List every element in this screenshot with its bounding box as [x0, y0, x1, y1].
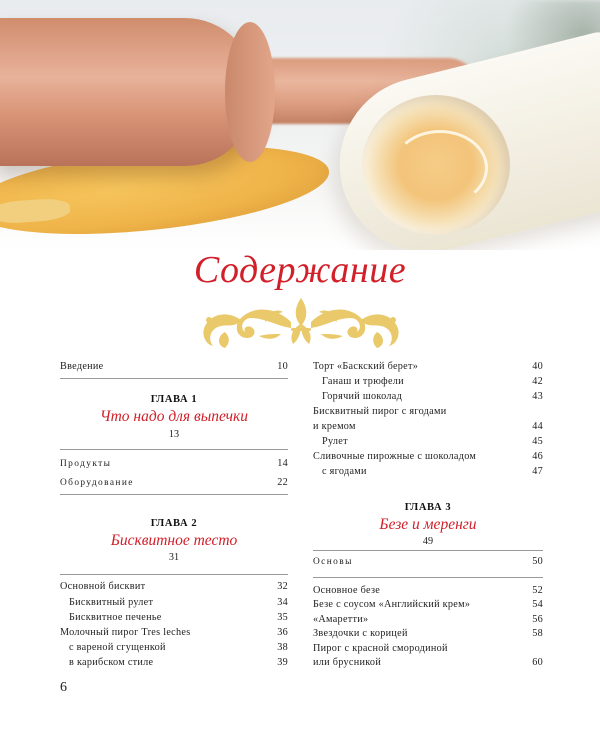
rolling-pin-end — [225, 22, 275, 162]
toc-entry-label: или брусникой — [313, 657, 382, 668]
toc-entry-label: с ягодами — [322, 466, 367, 477]
toc-entry-label: Оборудование — [60, 478, 134, 488]
toc-entry-page: 38 — [277, 642, 288, 653]
toc-entry-page: 60 — [532, 657, 543, 668]
toc-entry-page: 39 — [277, 657, 288, 668]
chapter-2-page: 31 — [168, 552, 180, 563]
chapter-3-page: 49 — [422, 536, 434, 547]
toc-entry-intro[interactable] — [60, 360, 288, 374]
rolling-pin — [0, 18, 255, 166]
toc-entry-page: 22 — [277, 477, 288, 488]
toc-entry-page: 36 — [277, 627, 288, 638]
toc-entry[interactable] — [60, 626, 288, 640]
toc-entry-page: 14 — [277, 458, 288, 469]
chapter-1-label: ГЛАВА 1 — [150, 394, 198, 405]
toc-entry[interactable] — [60, 641, 288, 655]
toc-entry-label: с вареной сгущенкой — [69, 642, 166, 653]
toc-entry-label: Бисквитный рулет — [69, 597, 154, 608]
toc-entry-label: Безе с соусом «Английский крем» — [313, 599, 471, 610]
toc-entry-label: «Амаретти» — [313, 614, 369, 625]
toc-entry[interactable] — [313, 627, 543, 641]
chapter-3-label: ГЛАВА 3 — [404, 502, 452, 513]
toc-entry-label: и кремом — [313, 421, 356, 432]
chapter-1-page: 13 — [168, 429, 180, 440]
toc-entry-page: 42 — [532, 376, 543, 387]
toc-entry-basics[interactable] — [313, 555, 543, 569]
toc-entry[interactable] — [60, 580, 288, 594]
toc-entry[interactable] — [313, 450, 543, 464]
toc-entry-page: 35 — [277, 612, 288, 623]
divider — [313, 550, 543, 551]
toc-entry-page: 50 — [532, 556, 543, 567]
toc-entry-label: в карибском стиле — [69, 657, 154, 668]
toc-entry-label: Торт «Баскский берет» — [313, 361, 419, 372]
chapter-1-title[interactable]: Что надо для выпечки — [99, 408, 249, 425]
toc-entry[interactable] — [313, 360, 543, 374]
toc-entry[interactable] — [60, 476, 288, 490]
toc-entry-label: Продукты — [60, 459, 112, 469]
toc-entry-label: Звездочки с корицей — [313, 628, 408, 639]
toc-entry-label: Основы — [313, 557, 353, 567]
page-title: Содержание — [193, 249, 407, 291]
toc-entry-page: 43 — [532, 391, 543, 402]
toc-entry-label: Бисквитное печенье — [69, 612, 162, 623]
toc-entry[interactable] — [313, 642, 543, 656]
toc-entry[interactable] — [313, 613, 543, 627]
ornament-icon — [195, 292, 407, 352]
parchment-curl — [392, 130, 488, 206]
toc-entry[interactable] — [60, 611, 288, 625]
chapter-2-title[interactable]: Бисквитное тесто — [110, 532, 238, 549]
toc-entry[interactable] — [313, 656, 543, 670]
toc-entry-label: Введение — [60, 361, 104, 372]
toc-entry-page: 44 — [532, 421, 543, 432]
toc-entry-page: 47 — [532, 466, 543, 477]
toc-entry-page: 32 — [277, 581, 288, 592]
toc-entry-page: 45 — [532, 436, 543, 447]
divider — [313, 577, 543, 578]
toc-entry-label: Сливочные пирожные с шоколадом — [313, 451, 477, 462]
toc-entry[interactable] — [313, 598, 543, 612]
toc-entry-page: 56 — [532, 614, 543, 625]
toc-entry-page: 10 — [277, 361, 288, 372]
toc-entry-label: Бисквитный пирог с ягодами — [313, 406, 447, 417]
toc-entry[interactable] — [60, 457, 288, 471]
toc-entry-page: 52 — [532, 585, 543, 596]
toc-entry-label: Молочный пирог Tres leches — [60, 627, 191, 638]
toc-entry-label: Рулет — [322, 436, 348, 447]
toc-entry-label: Основное безе — [313, 585, 381, 596]
toc-entry-label: Пирог с красной смородиной — [313, 643, 448, 654]
toc-entry-label: Горячий шоколад — [322, 391, 403, 402]
toc-entry[interactable] — [313, 465, 543, 479]
toc-entry-label: Ганаш и трюфели — [322, 376, 404, 387]
divider — [60, 574, 288, 575]
divider — [60, 449, 288, 450]
toc-entry[interactable] — [313, 420, 543, 434]
divider — [60, 494, 288, 495]
page-number: 6 — [60, 680, 67, 695]
toc-entry-page: 46 — [532, 451, 543, 462]
chapter-2-label: ГЛАВА 2 — [150, 518, 198, 529]
toc-entry-page: 54 — [532, 599, 543, 610]
divider — [60, 378, 288, 379]
toc-entry[interactable] — [313, 435, 543, 449]
toc-entry[interactable] — [313, 584, 543, 598]
toc-entry-label: Основной бисквит — [60, 581, 146, 592]
hero-photo — [0, 0, 600, 250]
toc-entry[interactable] — [313, 390, 543, 404]
toc-entry[interactable] — [313, 375, 543, 389]
toc-entry-page: 40 — [532, 361, 543, 372]
toc-entry-page: 34 — [277, 597, 288, 608]
toc-entry-page: 58 — [532, 628, 543, 639]
toc-entry[interactable] — [60, 596, 288, 610]
toc-entry[interactable] — [313, 405, 543, 419]
toc-entry[interactable] — [60, 656, 288, 670]
chapter-3-title[interactable]: Безе и меренги — [379, 516, 477, 533]
